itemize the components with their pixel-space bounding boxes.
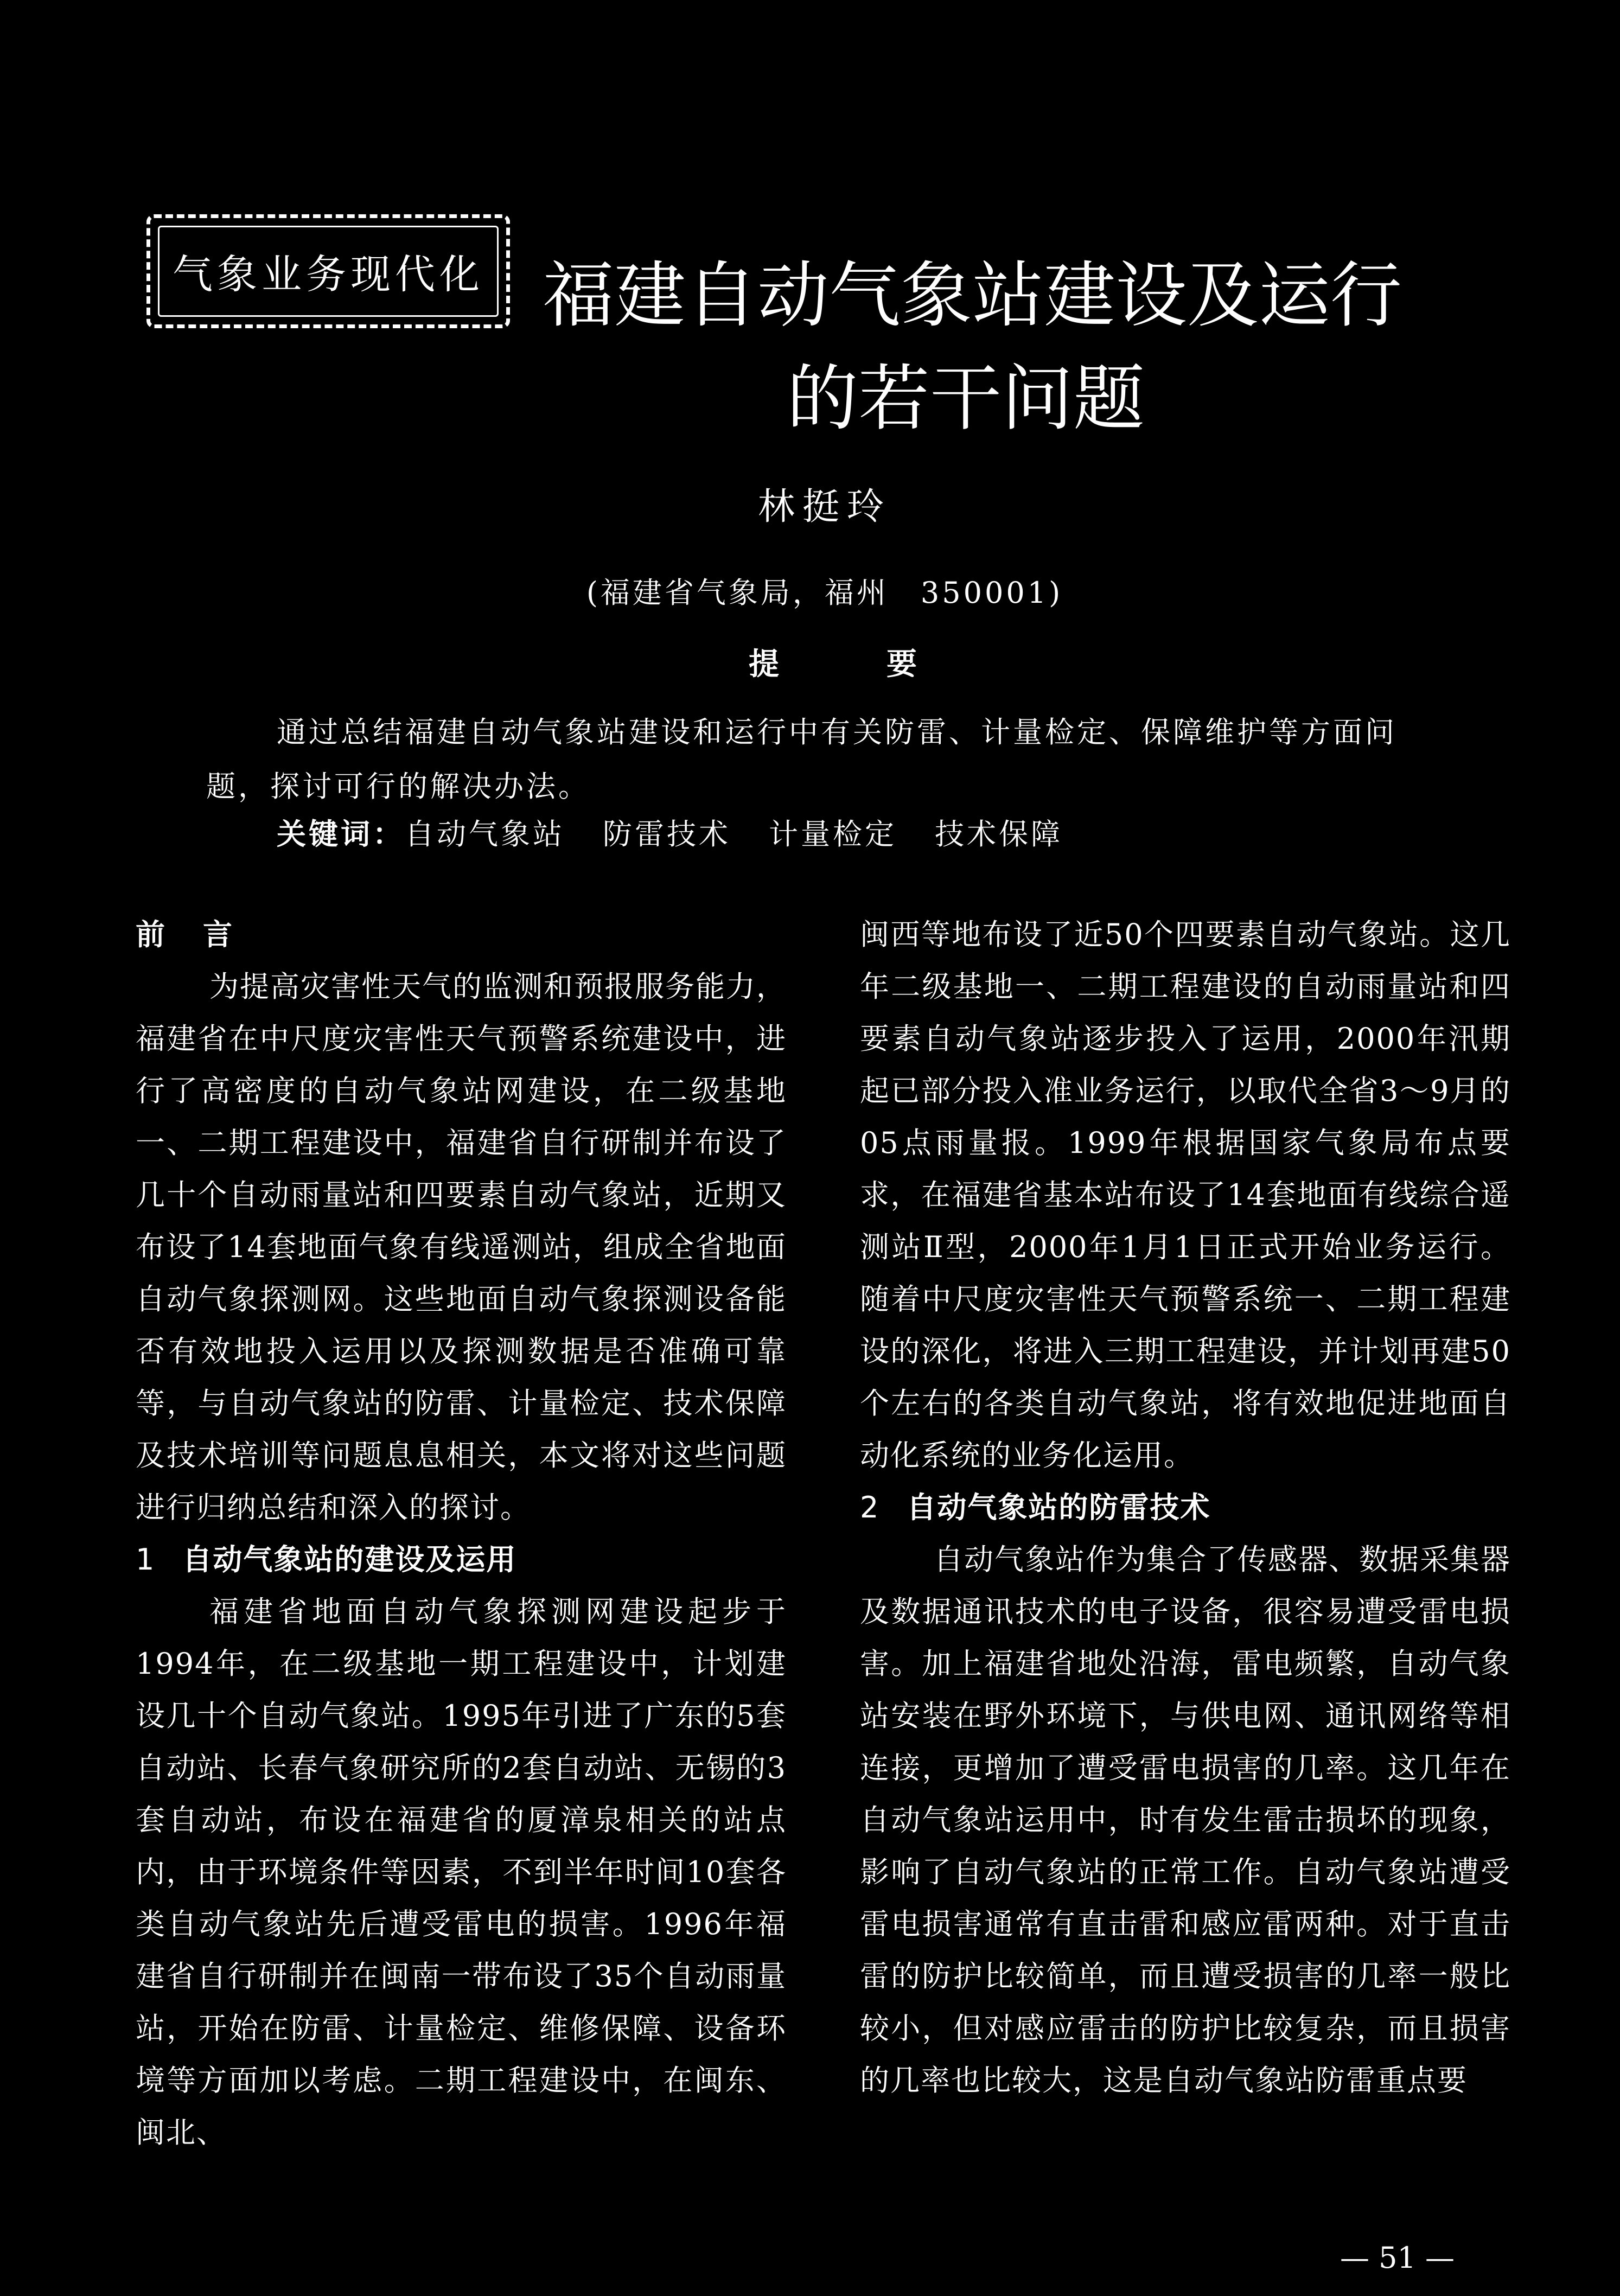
- title-line-2: 的若干问题: [787, 357, 1145, 441]
- abstract-text: 通过总结福建自动气象站建设和运行中有关防雷、计量检定、保障维护等方面问题，探讨可行的解决办法。: [206, 715, 1397, 803]
- keyword-item: 技术保障: [935, 817, 1063, 851]
- left-column: [136, 909, 787, 2159]
- preface-paragraph: 为提高灾害性天气的监测和预报服务能力，福建省在中尺度灾害性天气预警系统建设中，进行了高密度的自动气象站网建设，在二级基地一、二期工程建设中，福建省自行研制并布设了几十个自动雨量站和四要素自动气象站，近期又布设了14套地面气象有线遥测站，组成全省地面自动气象探测网。这些地面自动气象探测设备能否有效地投入运用以及探测数据是否准确可靠等，与自动气象站的防雷、计量检定、技术保障及技术培训等问题息息相关，本文将对这些问题进行归纳总结和深入的探讨。: [136, 970, 787, 1525]
- section-2-number: 2: [860, 1490, 880, 1525]
- section-1-paragraph-continued: 闽西等地布设了近50个四要素自动气象站。这几年二级基地一、二期工程建设的自动雨量站和四要素自动气象站逐步投入了运用，2000年汛期起已部分投入准业务运行，以取代全省3～9月的05点雨量报。1999年根据国家气象局布点要求，在福建省基本站布设了14套地面有线综合遥测站Ⅱ型，2000年1月1日正式开始业务运行。随着中尺度灾害性天气预警系统一、二期工程建设的深化，将进入三期工程建设，并计划再建50个左右的各类自动气象站，将有效地促进地面自动化系统的业务化运用。: [860, 917, 1511, 1472]
- abstract-heading-char-2: 要: [886, 647, 917, 682]
- author-name: 林挺玲: [757, 486, 891, 528]
- section-1-number: 1: [136, 1542, 156, 1577]
- page-number: — 51 —: [1340, 2241, 1455, 2275]
- keyword-item: 防雷技术: [603, 817, 731, 851]
- author-affiliation: (福建省气象局，福州 350001): [586, 576, 1063, 610]
- section-1-title: 自动气象站的建设及运用: [182, 1542, 517, 1577]
- keywords-line: [277, 811, 1470, 853]
- title-line-1: 福建自动气象站建设及运行: [543, 254, 1402, 337]
- section-1-heading: [136, 1534, 787, 1586]
- section-2-title: 自动气象站的防雷技术: [907, 1490, 1211, 1525]
- article-title: [543, 244, 1402, 450]
- section-2-paragraph: 自动气象站作为集合了传感器、数据采集器及数据通讯技术的电子设备，很容易遭受雷电损害。加上福建省地处沿海，雷电频繁，自动气象站安装在野外环境下，与供电网、通讯网络等相连接，更增加了遭受雷电损害的几率。这几年在自动气象站运用中，时有发生雷击损坏的现象，影响了自动气象站的正常工作。自动气象站遭受雷电损害通常有直击雷和感应雷两种。对于直击雷的防护比较简单，而且遭受损害的几率一般比较小，但对感应雷击的防护比较复杂，而且损害的几率也比较大，这是自动气象站防雷重点要: [860, 1542, 1511, 2097]
- abstract-heading-char-1: 提: [749, 647, 779, 682]
- abstract-heading: [749, 640, 917, 684]
- column-badge: [146, 214, 510, 328]
- column-badge-label: 气象业务现代化: [173, 251, 484, 298]
- right-column: [860, 909, 1511, 2107]
- section-2-heading: [860, 1482, 1511, 1534]
- section-1-paragraph: 福建省地面自动气象探测网建设起步于1994年，在二级基地一期工程建设中，计划建设几十个自动气象站。1995年引进了广东的5套自动站、长春气象研究所的2套自动站、无锡的3套自动站，布设在福建省的厦漳泉相关的站点内，由于环境条件等因素，不到半年时间10套各类自动气象站先后遭受雷电的损害。1996年福建省自行研制并在闽南一带布设了35个自动雨量站，开始在防雷、计量检定、维修保障、设备环境等方面加以考虑。二期工程建设中，在闽东、闽北、: [136, 1595, 787, 2150]
- keywords-label: 关键词：: [277, 817, 405, 851]
- keyword-item: 自动气象站: [405, 817, 565, 851]
- preface-heading: 前言: [136, 917, 270, 952]
- keyword-item: 计量检定: [769, 817, 897, 851]
